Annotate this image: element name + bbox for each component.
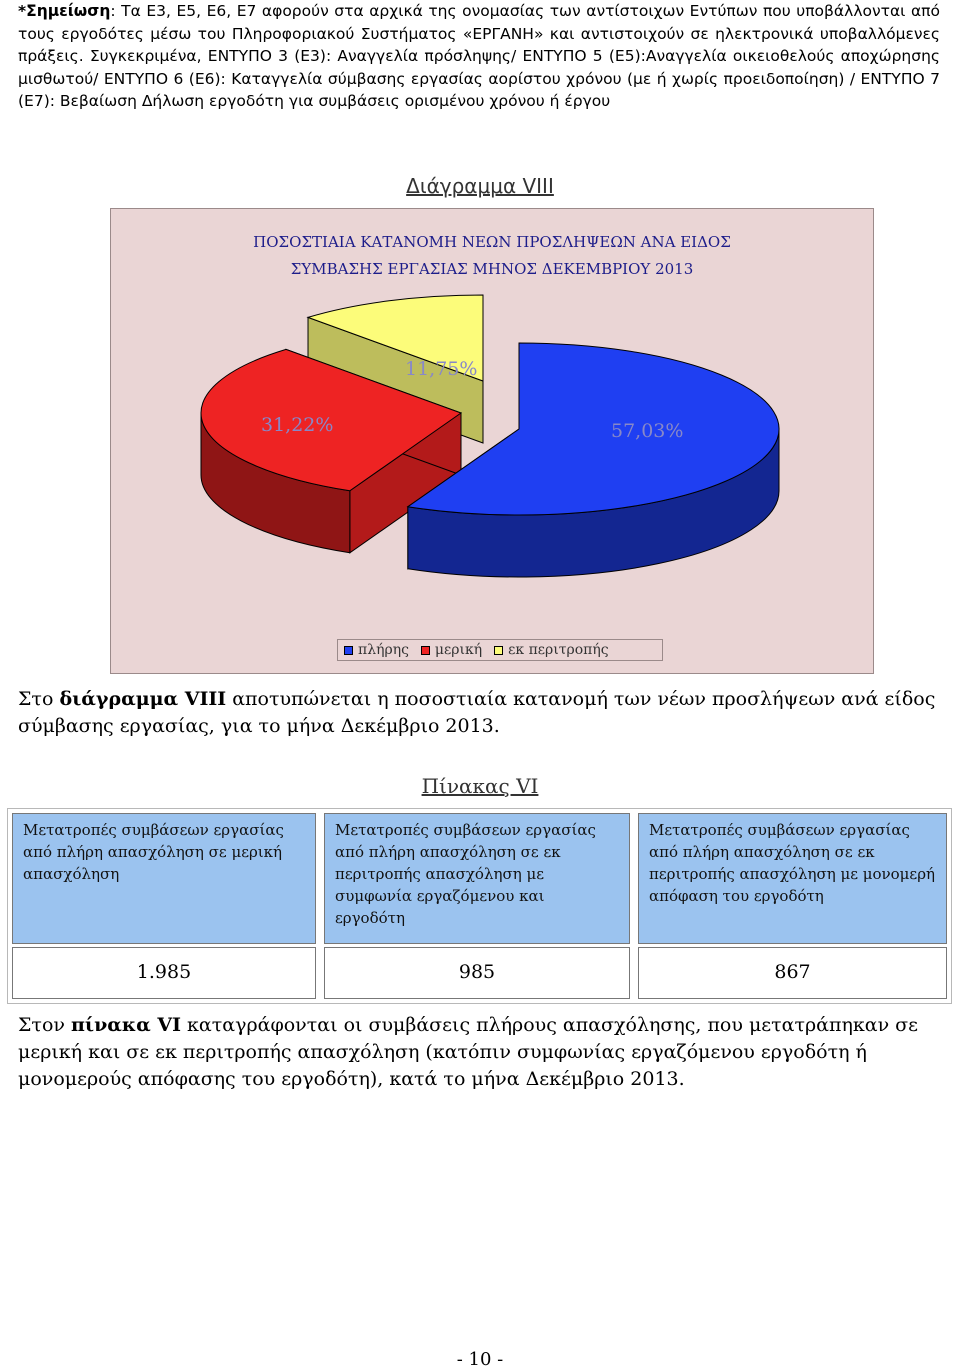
table-header-3: Μετατροπές συμβάσεων εργασίας από πλήρη απασχόληση σε εκ περιτροπής απασχόληση με μονομερή απόφαση του εργοδότη: [638, 813, 947, 944]
para2-prefix: Στον: [18, 1014, 71, 1036]
conversion-table: [7, 808, 952, 1004]
chart-legend: [337, 639, 663, 661]
pie-chart: [110, 208, 874, 674]
legend-label-2: εκ περιτροπής: [508, 642, 609, 658]
pie-label-2: 11,75%: [405, 358, 478, 380]
legend-item-0: [344, 642, 409, 658]
para2-bold: πίνακα VI: [70, 1014, 181, 1036]
legend-label-1: μερική: [434, 642, 483, 658]
table-header-2: Μετατροπές συμβάσεων εργασίας από πλήρη απασχόληση σε εκ περιτροπής απασχόληση με συμφωνία εργαζόμενου και εργοδότη: [324, 813, 630, 944]
table-header-1: Μετατροπές συμβάσεων εργασίας από πλήρη απασχόληση σε μερική απασχόληση: [12, 813, 316, 944]
table-heading: [0, 774, 960, 798]
chart-title: [111, 229, 873, 283]
paragraph-table: [18, 1012, 948, 1093]
table-value-3: 867: [638, 947, 947, 999]
table-value-1: 1.985: [12, 947, 316, 999]
paragraph-diagram: [18, 686, 948, 740]
table-heading-text: Πίνακας VI: [421, 774, 539, 798]
legend-swatch-1: [421, 646, 430, 655]
legend-swatch-0: [344, 646, 353, 655]
para1-bold: διάγραμμα VIII: [59, 688, 227, 710]
footnote-label: *Σημείωση: [18, 2, 111, 20]
chart-title-line2: ΣΥΜΒΑΣΗΣ ΕΡΓΑΣΙΑΣ ΜΗΝΟΣ ΔΕΚΕΜΒΡΙΟΥ 2013: [290, 260, 694, 278]
footnote-text: : Τα Ε3, Ε5, Ε6, Ε7 αφορούν στα αρχικά της ονομασίας των αντίστοιχων Εντύπων που υποβάλλονται από τους εργοδότες μέσω του Πληροφοριακού Συστήματος «ΕΡΓΑΝΗ» και αντιστοιχούν σε ηλεκτρονικά υποβαλλόμενες πράξεις. Συγκεκριμένα, ΕΝΤΥΠΟ 3 (Ε3): Αναγγελία πρόσληψης/ ΕΝΤΥΠΟ 5 (Ε5):Αναγγελία οικειοθελούς αποχώρησης μισθωτού/ ΕΝΤΥΠΟ 6 (Ε6): Καταγγελία σύμβασης εργασίας αορίστου χρόνου (με ή χωρίς προειδοποίηση) / ΕΝΤΥΠΟ 7 (Ε7): Βεβαίωση Δήλωση εργοδότη για συμβάσεις ορισμένου χρόνου ή έργου: [18, 2, 940, 110]
legend-item-1: [421, 642, 482, 658]
legend-label-0: πλήρης: [358, 642, 409, 658]
page-number: - 10 -: [456, 1349, 504, 1370]
pie-label-1: 31,22%: [261, 414, 334, 436]
table-value-2: 985: [324, 947, 630, 999]
footnote: [18, 0, 940, 113]
diagram-heading-text: Διάγραμμα VIII: [406, 174, 554, 198]
para2-rest: καταγράφονται οι συμβάσεις πλήρους απασχόλησης, που μετατράπηκαν σε μερική και σε εκ περιτροπής απασχόληση (κατόπιν συμφωνίας εργαζόμενου εργοδότη ή μονομερούς απόφασης του εργοδότη), κατά το μήνα Δεκέμβριο 2013.: [18, 1014, 918, 1090]
pie-label-0: 57,03%: [611, 420, 684, 442]
para1-rest: αποτυπώνεται η ποσοστιαία κατανομή των νέων προσλήψεων ανά είδος σύμβασης εργασίας, για το μήνα Δεκέμβριο 2013.: [18, 688, 936, 737]
para1-prefix: Στο: [18, 688, 60, 710]
chart-title-line1: ΠΟΣΟΣΤΙΑΙΑ ΚΑΤΑΝΟΜΗ ΝΕΩΝ ΠΡΟΣΛΗΨΕΩΝ ΑΝΑ ΕΙΔΟΣ: [253, 233, 731, 251]
legend-item-2: [494, 642, 608, 658]
diagram-heading: [0, 174, 960, 198]
legend-swatch-2: [494, 646, 503, 655]
